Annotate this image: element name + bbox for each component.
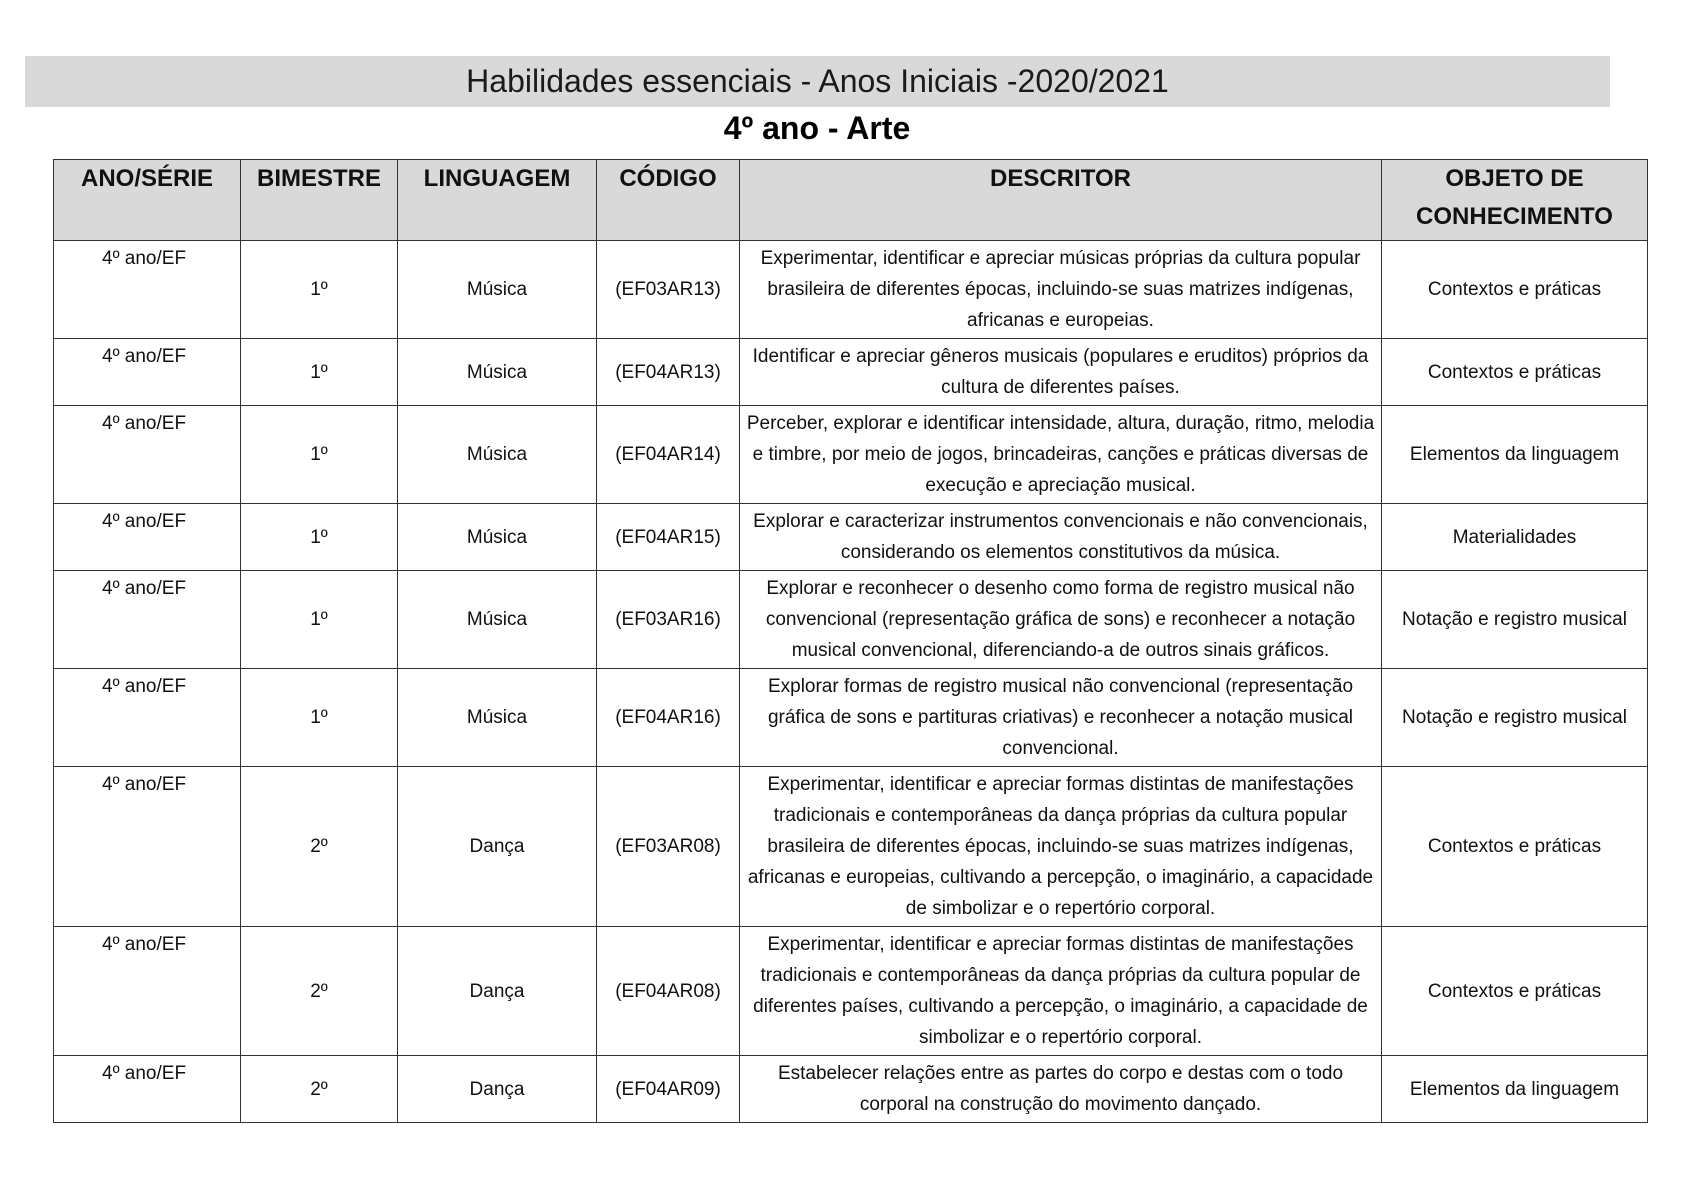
cell-objeto-conhecimento: Contextos e práticas (1382, 241, 1648, 339)
cell-linguagem: Música (398, 406, 597, 504)
cell-ano-serie: 4º ano/EF (54, 927, 241, 1056)
cell-bimestre: 1º (241, 504, 398, 571)
cell-descritor: Identificar e apreciar gêneros musicais (populares e eruditos) próprios da cultura de diferentes países. (740, 339, 1382, 406)
cell-ano-serie: 4º ano/EF (54, 669, 241, 767)
cell-descritor: Explorar e caracterizar instrumentos convencionais e não convencionais, considerando os elementos constitutivos da música. (740, 504, 1382, 571)
cell-bimestre: 1º (241, 241, 398, 339)
table-row (54, 406, 1648, 504)
cell-ano-serie: 4º ano/EF (54, 339, 241, 406)
cell-codigo: (EF03AR13) (597, 241, 740, 339)
header-objeto-conhecimento: OBJETO DE CONHECIMENTO (1382, 160, 1648, 241)
cell-ano-serie: 4º ano/EF (54, 1056, 241, 1123)
cell-linguagem: Música (398, 504, 597, 571)
cell-descritor: Experimentar, identificar e apreciar formas distintas de manifestações tradicionais e contemporâneas da dança próprias da cultura popular de diferentes países, cultivando a percepção, o imaginário, a capacidade de simbolizar e o repertório corporal. (740, 927, 1382, 1056)
header-bimestre: BIMESTRE (241, 160, 398, 241)
cell-objeto-conhecimento: Notação e registro musical (1382, 669, 1648, 767)
cell-codigo: (EF04AR09) (597, 1056, 740, 1123)
cell-codigo: (EF04AR16) (597, 669, 740, 767)
table-row (54, 571, 1648, 669)
cell-objeto-conhecimento: Contextos e práticas (1382, 927, 1648, 1056)
table-row (54, 1056, 1648, 1123)
cell-bimestre: 2º (241, 1056, 398, 1123)
header-descritor: DESCRITOR (740, 160, 1382, 241)
cell-linguagem: Dança (398, 1056, 597, 1123)
cell-objeto-conhecimento: Elementos da linguagem (1382, 1056, 1648, 1123)
cell-descritor: Explorar e reconhecer o desenho como forma de registro musical não convencional (representação gráfica de sons) e reconhecer a notação musical convencional, diferenciando-a de outros sinais gráficos. (740, 571, 1382, 669)
cell-bimestre: 2º (241, 927, 398, 1056)
cell-codigo: (EF04AR13) (597, 339, 740, 406)
document-title: Habilidades essenciais - Anos Iniciais -2020/2021 (25, 56, 1610, 107)
table-row (54, 767, 1648, 927)
cell-linguagem: Dança (398, 767, 597, 927)
cell-objeto-conhecimento: Elementos da linguagem (1382, 406, 1648, 504)
document-subtitle: 4º ano - Arte (723, 110, 911, 146)
cell-bimestre: 1º (241, 669, 398, 767)
cell-objeto-conhecimento: Notação e registro musical (1382, 571, 1648, 669)
cell-descritor: Experimentar, identificar e apreciar músicas próprias da cultura popular brasileira de diferentes épocas, incluindo-se suas matrizes indígenas, africanas e europeias. (740, 241, 1382, 339)
cell-objeto-conhecimento: Contextos e práticas (1382, 339, 1648, 406)
cell-linguagem: Música (398, 571, 597, 669)
cell-linguagem: Música (398, 241, 597, 339)
cell-linguagem: Música (398, 339, 597, 406)
cell-ano-serie: 4º ano/EF (54, 571, 241, 669)
cell-codigo: (EF03AR08) (597, 767, 740, 927)
cell-codigo: (EF04AR15) (597, 504, 740, 571)
cell-linguagem: Música (398, 669, 597, 767)
table-row (54, 669, 1648, 767)
cell-ano-serie: 4º ano/EF (54, 504, 241, 571)
table-row (54, 504, 1648, 571)
cell-ano-serie: 4º ano/EF (54, 406, 241, 504)
cell-descritor: Perceber, explorar e identificar intensidade, altura, duração, ritmo, melodia e timbre, por meio de jogos, brincadeiras, canções e práticas diversas de execução e apreciação musical. (740, 406, 1382, 504)
table-row (54, 241, 1648, 339)
table-header-row (54, 160, 1648, 241)
cell-codigo: (EF04AR08) (597, 927, 740, 1056)
cell-bimestre: 1º (241, 571, 398, 669)
table-row (54, 927, 1648, 1056)
cell-bimestre: 2º (241, 767, 398, 927)
cell-bimestre: 1º (241, 339, 398, 406)
cell-codigo: (EF04AR14) (597, 406, 740, 504)
cell-ano-serie: 4º ano/EF (54, 767, 241, 927)
header-ano-serie: ANO/SÉRIE (54, 160, 241, 241)
cell-objeto-conhecimento: Contextos e práticas (1382, 767, 1648, 927)
cell-bimestre: 1º (241, 406, 398, 504)
cell-objeto-conhecimento: Materialidades (1382, 504, 1648, 571)
header-linguagem: LINGUAGEM (398, 160, 597, 241)
cell-descritor: Estabelecer relações entre as partes do corpo e destas com o todo corporal na construção do movimento dançado. (740, 1056, 1382, 1123)
cell-linguagem: Dança (398, 927, 597, 1056)
cell-ano-serie: 4º ano/EF (54, 241, 241, 339)
header-codigo: CÓDIGO (597, 160, 740, 241)
cell-descritor: Experimentar, identificar e apreciar formas distintas de manifestações tradicionais e contemporâneas da dança próprias da cultura popular brasileira de diferentes épocas, incluindo-se suas matrizes indígenas, africanas e europeias, cultivando a percepção, o imaginário, a capacidade de simbolizar e o repertório corporal. (740, 767, 1382, 927)
cell-codigo: (EF03AR16) (597, 571, 740, 669)
skills-table (53, 159, 1648, 1123)
cell-descritor: Explorar formas de registro musical não convencional (representação gráfica de sons e partituras criativas) e reconhecer a notação musical convencional. (740, 669, 1382, 767)
table-row (54, 339, 1648, 406)
